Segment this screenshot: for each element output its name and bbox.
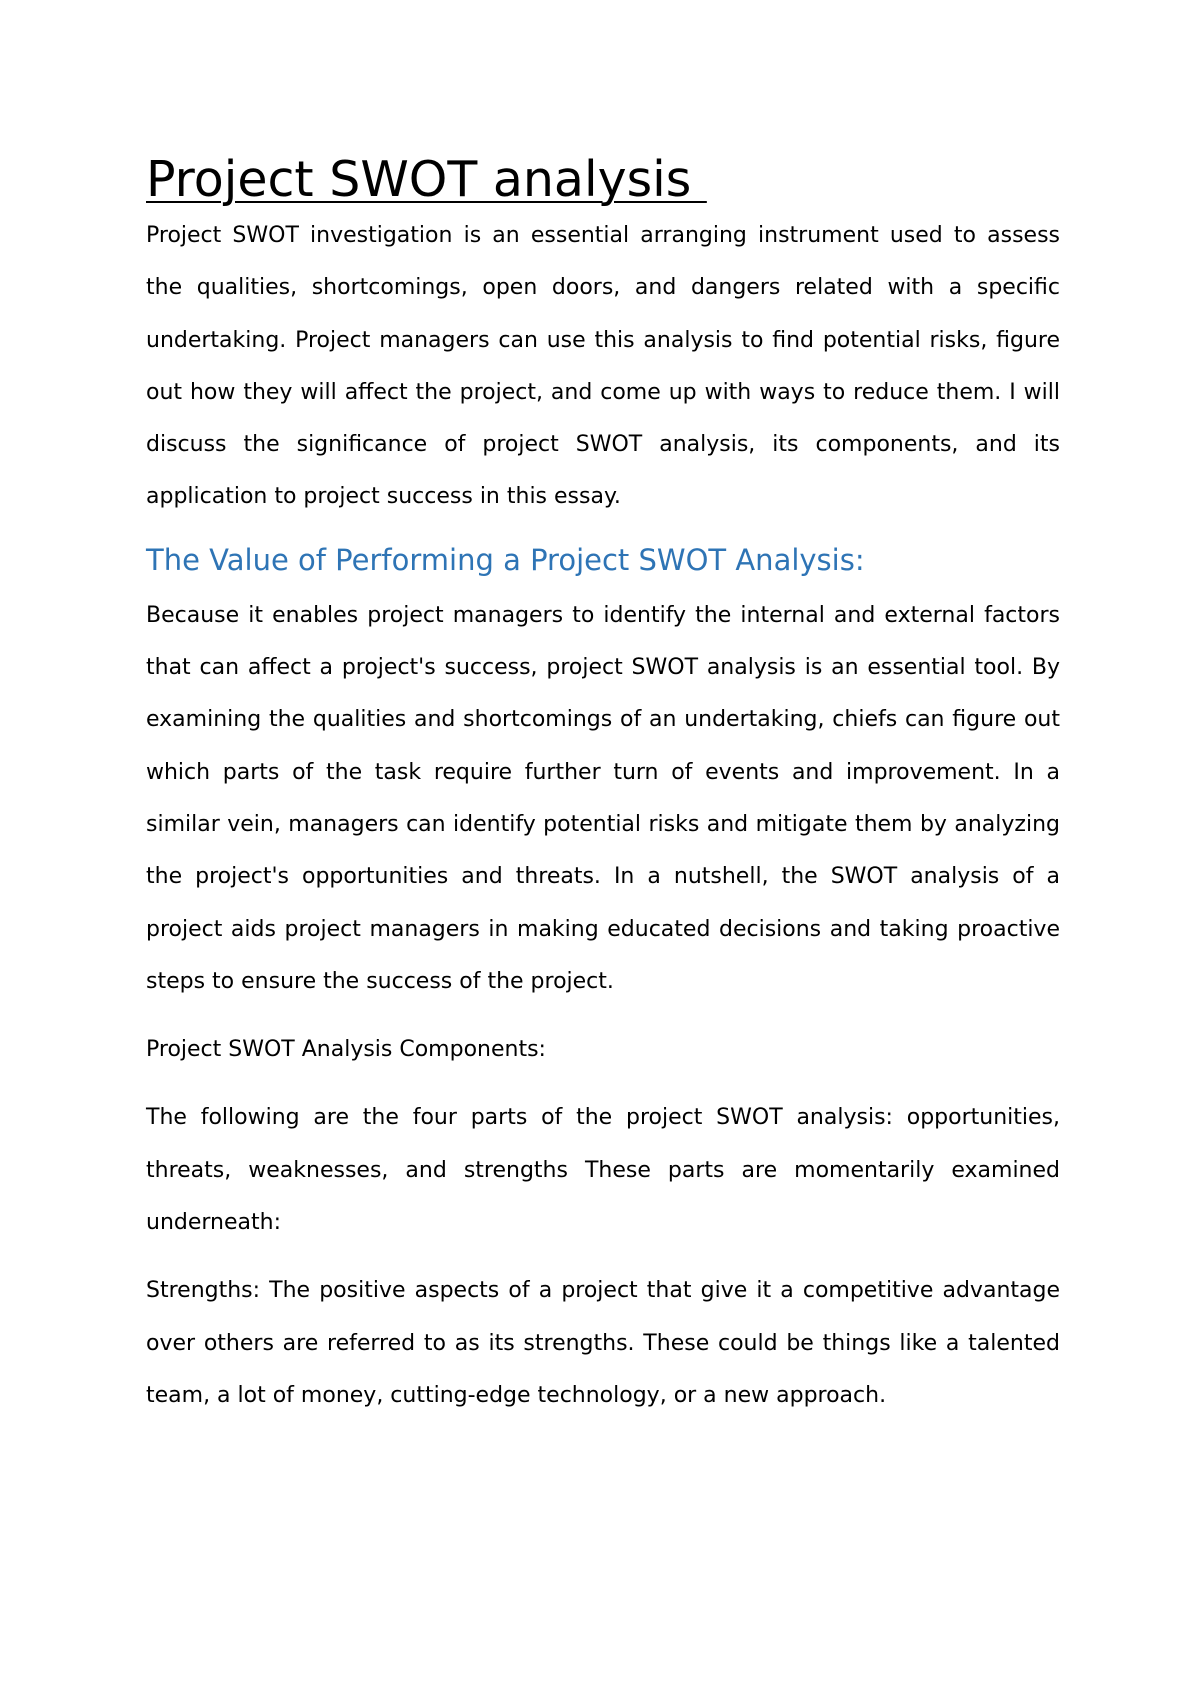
document-body [146, 150, 1060, 1422]
document-title: Project SWOT analysis [146, 151, 707, 208]
strengths-paragraph: Strengths: The positive aspects of a project that give it a competitive advantage over others are referred to as its strengths. These could be things like a talented team, a lot of money, cutting-edge technology, or a new approach. [146, 1278, 1060, 1408]
value-paragraph: Because it enables project managers to identify the internal and external factors that can affect a project's success, project SWOT analysis is an essential tool. By examining the qualities and shortcomings of an undertaking, chiefs can figure out which parts of the task require further turn of events and improvement. In a similar vein, managers can identify potential risks and mitigate them by analyzing the project's opportunities and threats. In a nutshell, the SWOT analysis of a project aids project managers in making educated decisions and taking proactive steps to ensure the success of the project. [146, 602, 1060, 994]
intro-paragraph: Project SWOT investigation is an essential arranging instrument used to assess the qualities, shortcomings, open doors, and dangers related with a specific undertaking. Project managers can use this analysis to find potential risks, figure out how they will affect the project, and come up with ways to reduce them. I will discuss the significance of project SWOT analysis, its components, and its application to project success in this essay. [146, 223, 1060, 510]
components-label: Project SWOT Analysis Components: [146, 1037, 546, 1063]
components-intro-paragraph: The following are the four parts of the project SWOT analysis: opportunities, threats, weaknesses, and strengths These parts are momentarily examined underneath: [146, 1105, 1060, 1236]
section-heading: The Value of Performing a Project SWOT Analysis: [146, 542, 865, 577]
